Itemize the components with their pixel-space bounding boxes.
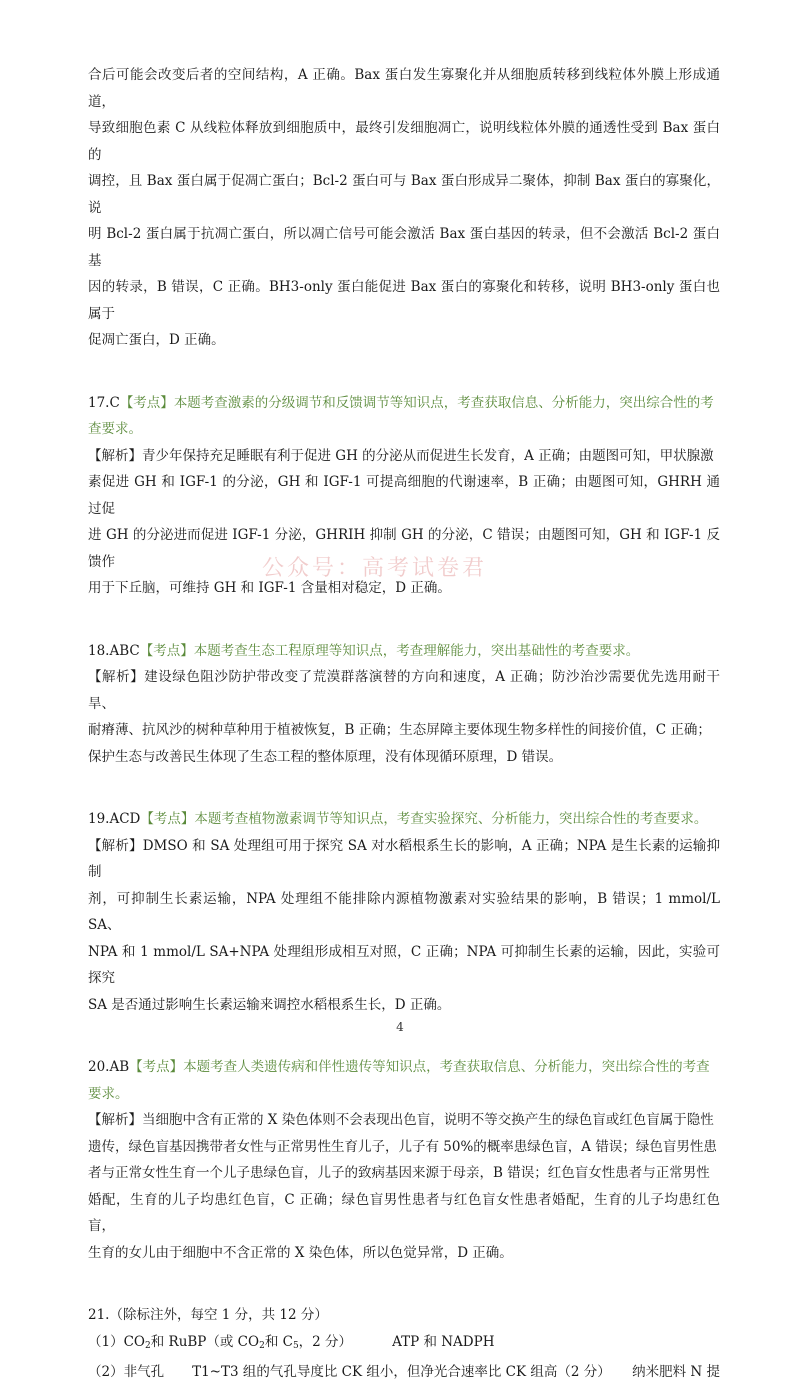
analysis-tag: 【解析】 xyxy=(88,837,143,854)
text-line: 促凋亡蛋白，D 正确。 xyxy=(88,332,225,348)
exam-point-tag: 【考点】 xyxy=(129,1059,184,1075)
exam-point-line xyxy=(88,806,720,833)
answer-number: 17.C xyxy=(88,394,120,411)
exam-point-tag: 【考点】 xyxy=(119,394,174,411)
exam-point-text: 本题考查植物激素调节等知识点，考查实验探究、分析能力，突出综合性的考查要求。 xyxy=(194,811,708,827)
text-span: 和 RuBP（或 CO xyxy=(150,1333,260,1350)
analysis-text: DMSO 和 SA 处理组可用于探究 SA 对水稻根系生长的影响，A 正确；NPA 是生长素的运输抑制 xyxy=(88,837,720,880)
text-span: （1）CO xyxy=(88,1333,145,1350)
watermark: 公众号：高考试卷君 xyxy=(262,556,488,581)
analysis-text: 青少年保持充足睡眠有利于促进 GH 的分泌从而促进生长发育，A 正确；由题图可知，甲状腺激 xyxy=(142,447,714,464)
text-line: 者与正常女性生育一个儿子患绿色盲，儿子的致病基因来源于母亲，B 错误；红色盲女性患者与正常男性 xyxy=(88,1165,710,1181)
text-span: （2）非气孔 xyxy=(88,1364,165,1380)
text-line: 合后可能会改变后者的空间结构，A 正确。Bax 蛋白发生寡聚化并从细胞质转移到线粒体外膜上形成通道， xyxy=(88,67,720,110)
exam-point-line xyxy=(88,638,720,665)
answer-line-1 xyxy=(88,1329,720,1360)
page-number: 4 xyxy=(396,1020,404,1034)
answer-21 xyxy=(88,1302,720,1386)
analysis-tag: 【解析】 xyxy=(88,669,145,685)
exam-point-text: 要求。 xyxy=(88,1085,129,1102)
subscript: 2 xyxy=(259,1340,265,1351)
text-line: 耐瘠薄、抗风沙的树种草种用于植被恢复，B 正确；生态屏障主要体现生物多样性的间接价值，C 正确； xyxy=(88,722,711,738)
analysis-text: 当细胞中含有正常的 X 染色体则不会表现出色盲，说明不等交换产生的绿色盲或红色盲属于隐性 xyxy=(142,1112,714,1128)
text-line: 遗传，绿色盲基因携带者女性与正常男性生育儿子，儿子有 50%的概率患绿色盲，A 错误；绿色盲男性患 xyxy=(88,1138,717,1155)
answer-number: 18.ABC xyxy=(88,642,140,659)
analysis-line xyxy=(88,833,720,886)
text-span: 和 C xyxy=(264,1333,293,1350)
analysis-tag: 【解析】 xyxy=(88,1112,142,1128)
text-line: 进 GH 的分泌进而促进 IGF-1 分泌，GHRIH 抑制 GH 的分泌，C 错误；由题图可知，GH 和 IGF-1 反馈作 xyxy=(88,527,720,570)
text-line: 剂，可抑制生长素运输，NPA 处理组不能排除内源植物激素对实验结果的影响，B 错误；1 mmol/L SA、 xyxy=(88,890,720,933)
text-span: ，2 分） xyxy=(298,1333,353,1350)
analysis-text: 建设绿色阻沙防护带改变了荒漠群落演替的方向和速度，A 正确；防沙治沙需要优先选用耐干旱、 xyxy=(88,669,721,712)
text-line: 调控，且 Bax 蛋白属于促凋亡蛋白；Bcl-2 蛋白可与 Bax 蛋白形成异二聚体，抑制 Bax 蛋白的寡聚化，说 xyxy=(88,173,720,216)
answer-page xyxy=(88,62,720,1386)
answer-20 xyxy=(88,1054,720,1266)
paragraph-continued xyxy=(88,62,720,354)
answer-number: 19.ACD xyxy=(88,811,141,827)
analysis-line xyxy=(88,443,720,470)
text-span: T1~T3 组的气孔导度比 CK 组小，但净光合速率比 CK 组高（2 分） xyxy=(192,1364,611,1380)
exam-point-text: 查要求。 xyxy=(88,421,142,437)
analysis-line xyxy=(88,1107,720,1134)
text-line: 明 Bcl-2 蛋白属于抗凋亡蛋白，所以凋亡信号可能会激活 Bax 蛋白基因的转录，但不会激活 Bcl-2 蛋白基 xyxy=(88,226,720,269)
answer-19 xyxy=(88,806,720,1018)
text-line: 用于下丘脑，可维持 GH 和 IGF-1 含量相对稳定，D 正确。 xyxy=(88,580,451,596)
answer-number: 20.AB xyxy=(88,1059,130,1075)
text-span: ATP 和 NADPH xyxy=(392,1333,495,1350)
answer-18 xyxy=(88,638,720,771)
text-line: 保护生态与改善民生体现了生态工程的整体原理，没有体现循环原理，D 错误。 xyxy=(88,748,563,765)
answer-line-2 xyxy=(88,1359,720,1386)
exam-point-line xyxy=(88,1054,720,1081)
text-line: 因的转录，B 错误，C 正确。BH3-only 蛋白能促进 Bax 蛋白的寡聚化和转移，说明 BH3-only 蛋白也属于 xyxy=(88,279,720,322)
question-header: 21.（除标注外，每空 1 分，共 12 分） xyxy=(88,1307,328,1323)
text-line: SA 是否通过影响生长素运输来调控水稻根系生长，D 正确。 xyxy=(88,996,451,1013)
answer-17 xyxy=(88,390,720,602)
analysis-tag: 【解析】 xyxy=(88,447,142,464)
exam-point-text: 本题考查生态工程原理等知识点，考查理解能力，突出基础性的考查要求。 xyxy=(193,642,640,659)
text-line: NPA 和 1 mmol/L SA+NPA 处理组形成相互对照，C 正确；NPA 可抑制生长素的运输，因此，实验可探究 xyxy=(88,943,720,986)
subscript: 5 xyxy=(292,1340,299,1351)
text-span: 纳米肥料 N 提 xyxy=(632,1364,720,1380)
exam-point-text: 本题考查人类遗传病和伴性遗传等知识点，考查获取信息、分析能力，突出综合性的考查 xyxy=(183,1059,710,1075)
exam-point-tag: 【考点】 xyxy=(139,642,194,659)
analysis-line xyxy=(88,664,720,717)
text-line: 素促进 GH 和 IGF-1 的分泌，GH 和 IGF-1 可提高细胞的代谢速率，B 正确；由题图可知，GHRH 通过促 xyxy=(88,474,720,517)
text-line: 婚配，生育的儿子均患红色盲，C 正确；绿色盲男性患者与红色盲女性患者婚配，生育的儿子均患红色盲， xyxy=(88,1191,720,1234)
exam-point-tag: 【考点】 xyxy=(140,811,195,827)
exam-point-text: 本题考查激素的分级调节和反馈调节等知识点，考查获取信息、分析能力，突出综合性的考 xyxy=(173,394,714,411)
text-line: 生育的女儿由于细胞中不含正常的 X 染色体，所以色觉异常，D 正确。 xyxy=(88,1244,513,1261)
subscript: 2 xyxy=(145,1340,151,1351)
exam-point-line xyxy=(88,390,720,417)
text-line: 导致细胞色素 C 从线粒体释放到细胞质中，最终引发细胞凋亡，说明线粒体外膜的通透性受到 Bax 蛋白的 xyxy=(88,120,720,163)
